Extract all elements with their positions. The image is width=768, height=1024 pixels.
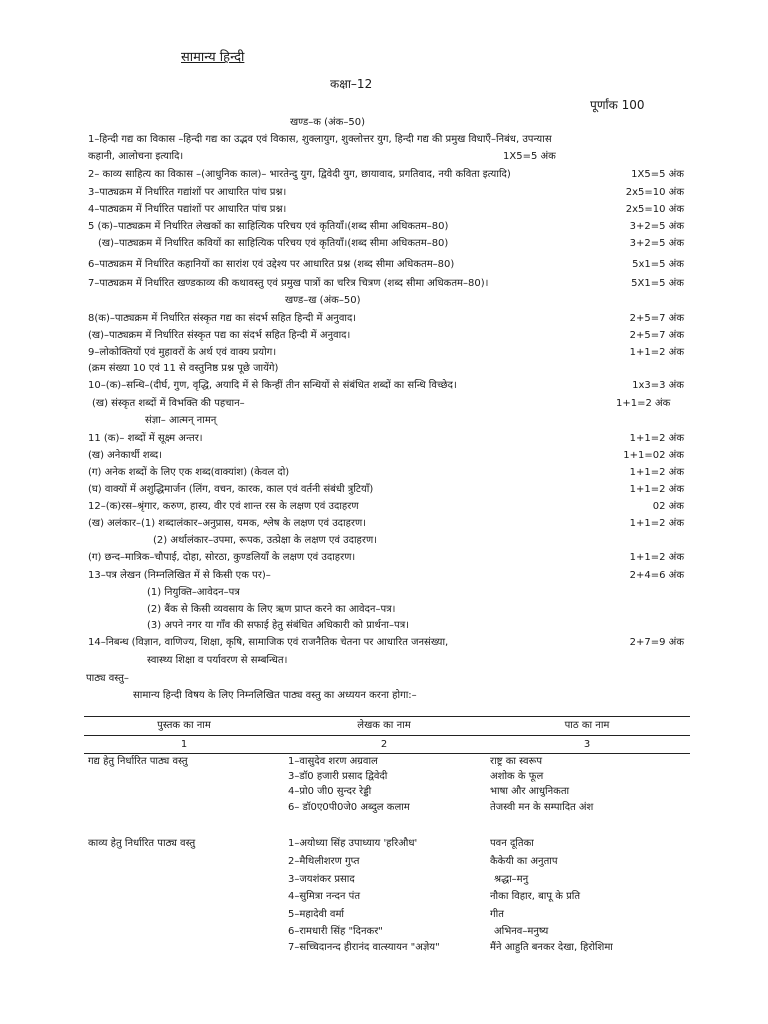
book-name: गद्य हेतु निर्धारित पाठ्य वस्तु [88,756,188,767]
question-line: 1–हिन्दी गद्य का विकास –हिन्दी गद्य का उद्भव एवं विकास, शुक्लायुग, शुक्लोत्तर युग, हिन्दी गद्य की प्रमुख विधाएँ–निबंध, उपन्यास [88,134,552,145]
lesson-name: तेजस्वी मन के सम्पादित अंश [490,802,594,813]
question-line: (ख)–पाठ्यक्रम में निर्धारित संस्कृत पद्य का संदर्भ सहित हिन्दी में अनुवाद। [88,330,351,341]
column-header: लेखक का नाम [357,720,411,731]
marks: 1+1=2 अंक [629,467,684,478]
syllabus-heading: पाठ्य वस्तु– [86,673,129,684]
book-name: काव्य हेतु निर्धारित पाठ्य वस्तु [88,838,196,849]
question-line: 4–पाठ्यक्रम में निर्धारित पद्यांशों पर आधारित पांच प्रश्न। [88,204,287,215]
question-line: (ख)–पाठ्यक्रम में निर्धारित कवियों का साहित्यिक परिचय एवं कृतियाँ।(शब्द सीमा अधिकतम–80) [98,238,449,249]
marks: 1+1=02 अंक [623,450,684,461]
lesson-name: पवन दूतिका [490,838,534,849]
marks: 2+7=9 अंक [629,637,684,648]
marks: 3+2=5 अंक [629,221,684,232]
marks: 1X5=5 अंक [503,151,556,162]
lesson-name: अशोक के फूल [490,771,544,782]
class-label: कक्षा–12 [330,77,373,91]
question-line: (2) अर्थालंकार–उपमा, रूपक, उत्प्रेक्षा के लक्षण एवं उदाहरण। [153,535,377,546]
table-top-rule [84,716,690,717]
question-line: (ग) छन्द–मात्रिक–चौपाई, दोहा, सोरठा, कुण्डलियाँ के लक्षण एवं उदाहरण। [88,552,356,563]
question-line: स्वास्थ्य शिक्षा व पर्यावरण से सम्बन्धित। [147,655,288,666]
marks: 3+2=5 अंक [629,238,684,249]
marks: 2x5=10 अंक [625,204,684,215]
author-name: 4–सुमित्रा नन्दन पंत [288,891,361,902]
subject-title: सामान्य हिन्दी [181,50,245,65]
total-marks: पूर्णांक 100 [590,98,645,112]
question-line: 2– काव्य साहित्य का विकास –(आधुनिक काल)– भारतेन्दु युग, द्विवेदी युग, छायावाद, प्रगतिवाद, नयी कविता इत्यादि) [88,169,511,180]
question-line: 6–पाठ्यक्रम में निर्धारित कहानियों का सारांश एवं उद्देश्य पर आधारित प्रश्न (शब्द सीमा अधिकतम–80) [88,259,455,270]
author-name: 6– डॉ0ए0पी0जे0 अब्दुल कलाम [288,802,410,813]
lesson-name: नौका विहार, बापू के प्रति [490,891,581,902]
lesson-name: मैंने आहुति बनकर देखा, हिरोशिमा [490,942,613,953]
question-line: (1) नियुक्ति–आवेदन–पत्र [147,587,240,598]
question-line: 12–(क)रस–श्रृंगार, करुण, हास्य, वीर एवं शान्त रस के लक्षण एवं उदाहरण [88,501,359,512]
question-line: 3–पाठ्यक्रम में निर्धारित गद्यांशों पर आधारित पांच प्रश्न। [88,187,287,198]
marks: 1+1=2 अंक [629,518,684,529]
question-line: 13–पत्र लेखन (निम्नलिखित में से किसी एक पर)– [88,570,271,581]
marks: 02 अंक [652,501,684,512]
marks: 2x5=10 अंक [625,187,684,198]
marks: 1+1=2 अंक [616,398,671,409]
question-line: (3) अपने नगर या गाँव की सफाई हेतु संबंधित अधिकारी को प्रार्थना–पत्र। [147,620,410,631]
question-line: (ख) अनेकार्थी शब्द। [88,450,163,461]
marks: 1x3=3 अंक [632,380,684,391]
marks: 1+1=2 अंक [629,484,684,495]
question-line: 7–पाठ्यक्रम में निर्धारित खण्डकाव्य की कथावस्तु एवं प्रमुख पात्रों का चरित्र चित्रण (शब्द सीमा अधिकतम–80)। [88,278,489,289]
section-b-heading: खण्ड–ख (अंक–50) [285,295,361,306]
section-a-heading: खण्ड–क (अंक–50) [290,117,365,128]
question-line: (घ) वाक्यों में अशुद्धिमार्जन (लिंग, वचन, कारक, काल एवं वर्तनी संबंधी त्रुटियाँ) [88,484,374,495]
column-number: 1 [180,739,188,750]
column-header: पुस्तक का नाम [157,720,211,731]
question-line: 10–(क)–सन्धि–(दीर्घ, गुण, वृद्धि, अयादि में से किन्हीं तीन सन्धियों से संबंधित शब्दों का सन्धि विच्छेद। [88,380,457,391]
column-header: पाठ का नाम [564,720,610,731]
lesson-name: गीत [490,909,504,920]
author-name: 3–जयशंकर प्रसाद [288,874,355,885]
question-line: 14–निबन्ध (विज्ञान, वाणिज्य, शिक्षा, कृषि, सामाजिक एवं राजनैतिक चेतना पर आधारित जनसंख्या, [88,637,449,648]
table-header-rule [84,735,690,736]
question-line: 9–लोकोक्तियों एवं मुहावरों के अर्थ एवं वाक्य प्रयोग। [88,347,277,358]
question-line: (ग) अनेक शब्दों के लिए एक शब्द(वाक्यांश) (केवल दो) [88,467,290,478]
marks: 1+1=2 अंक [629,347,684,358]
question-line: (ख) अलंकार–(1) शब्दालंकार–अनुप्रास, यमक, श्लेष के लक्षण एवं उदाहरण। [88,518,367,529]
marks: 2+4=6 अंक [629,570,684,581]
marks: 1+1=2 अंक [629,433,684,444]
author-name: 1–अयोध्या सिंह उपाध्याय 'हरिऔध' [288,838,418,849]
marks: 5x1=5 अंक [632,259,684,270]
column-number: 2 [380,739,388,750]
marks: 2+5=7 अंक [629,313,684,324]
lesson-name: कैकेयी का अनुताप [490,856,558,867]
question-line: संज्ञा– आत्मन् नामन् [145,415,217,426]
marks: 1X5=5 अंक [631,169,684,180]
lesson-name: भाषा और आधुनिकता [490,786,570,797]
column-number: 3 [583,739,591,750]
author-name: 1–वासुदेव शरण अग्रवाल [288,756,378,767]
marks: 1+1=2 अंक [629,552,684,563]
author-name: 5–महादेवी वर्मा [288,909,345,920]
question-line: (क्रम संख्या 10 एवं 11 से वस्तुनिष्ठ प्रश्न पूछे जायेंगे) [88,363,279,374]
lesson-name: राष्ट्र का स्वरूप [490,756,543,767]
lesson-name: अभिनव–मनुष्य [494,926,549,937]
syllabus-intro: सामान्य हिन्दी विषय के लिए निम्नलिखित पाठ्य वस्तु का अध्ययन करना होगा:– [133,690,417,701]
lesson-name: श्रद्धा–मनु [494,874,529,885]
author-name: 4–प्रो0 जी0 सुन्दर रेड्डी [288,786,372,797]
author-name: 6–रामधारी सिंह "दिनकर" [288,926,383,937]
question-line: 8(क)–पाठ्यक्रम में निर्धारित संस्कृत गद्य का संदर्भ सहित हिन्दी में अनुवाद। [88,313,357,324]
marks: 2+5=7 अंक [629,330,684,341]
author-name: 2–मैथिलीशरण गुप्त [288,856,360,867]
author-name: 3–डॉ0 हजारी प्रसाद द्विवेदी [288,771,388,782]
question-line: 11 (क)– शब्दों में सूक्ष्म अन्तर। [88,433,203,444]
question-line: (ख) संस्कृत शब्दों में विभक्ति की पहचान– [92,398,245,409]
marks: 5X1=5 अंक [631,278,684,289]
author-name: 7–सच्चिदानन्द हीरानंद वात्स्यायन "अज्ञेय" [288,942,440,953]
question-line: 5 (क)–पाठ्यक्रम में निर्धारित लेखकों का साहित्यिक परिचय एवं कृतियाँ।(शब्द सीमा अधिकतम–80) [88,221,449,232]
table-number-rule [84,753,690,754]
question-line: (2) बैंक से किसी व्यवसाय के लिए ऋण प्राप्त करने का आवेदन–पत्र। [147,604,396,615]
question-line: कहानी, आलोचना इत्यादि। [88,151,184,162]
